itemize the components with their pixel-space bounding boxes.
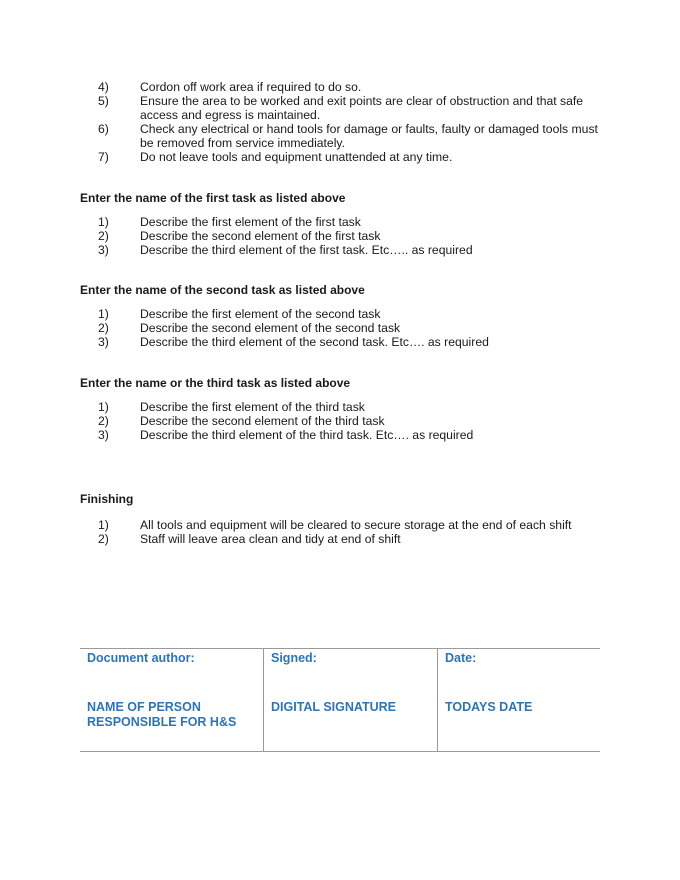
list-item [98,400,608,414]
task3-heading: Enter the name or the third task as listed above [80,376,351,390]
finishing-heading: Finishing [80,492,134,506]
item-text: Staff will leave area clean and tidy at end of shift [140,532,401,546]
task3-list [98,400,608,442]
item-number: 3) [98,428,109,442]
item-number: 1) [98,215,109,229]
list-item [98,229,608,243]
item-number: 3) [98,243,109,257]
item-text: Do not leave tools and equipment unattended at any time. [140,150,453,164]
task1-heading: Enter the name of the first task as listed above [80,191,346,205]
list-item [98,215,608,229]
item-number: 1) [98,307,109,321]
item-number: 2) [98,414,109,428]
signed-label: Signed: [271,651,317,665]
item-text: Describe the second element of the first task [140,229,381,243]
intro-list [98,80,608,164]
item-text: Describe the third element of the first task. Etc….. as required [140,243,473,257]
item-number: 7) [98,150,109,164]
item-text: Check any electrical or hand tools for damage or faults, faulty or damaged tools must be removed from service immediately. [140,122,598,150]
item-number: 2) [98,532,109,546]
date-label: Date: [445,651,477,665]
list-item [98,428,608,442]
list-item [98,307,608,321]
list-item [98,321,608,335]
task2-heading: Enter the name of the second task as listed above [80,283,365,297]
signed-value: DIGITAL SIGNATURE [271,700,396,714]
item-number: 5) [98,94,109,108]
signed-cell [263,649,437,751]
item-number: 6) [98,122,109,136]
item-text: Describe the first element of the third task [140,400,365,414]
item-text: Describe the first element of the second task [140,307,381,321]
item-text: Describe the third element of the second task. Etc…. as required [140,335,489,349]
list-item [98,518,608,532]
task2-list [98,307,608,349]
author-label: Document author: [87,651,195,665]
item-text: Describe the second element of the third task [140,414,385,428]
date-value: TODAYS DATE [445,700,533,714]
item-number: 2) [98,229,109,243]
item-text: All tools and equipment will be cleared to secure storage at the end of each shift [140,518,572,532]
finishing-list [98,518,608,546]
list-item [98,94,608,122]
item-number: 4) [98,80,109,94]
author-value: NAME OF PERSON RESPONSIBLE FOR H&S [87,700,237,729]
author-cell [80,649,263,751]
item-text: Describe the second element of the second task [140,321,401,335]
task1-list [98,215,608,257]
list-item [98,532,608,546]
item-text: Describe the first element of the first task [140,215,361,229]
item-text: Describe the third element of the third task. Etc…. as required [140,428,474,442]
item-number: 1) [98,400,109,414]
list-item [98,243,608,257]
list-item [98,122,608,150]
signoff-table [80,648,600,752]
date-cell [437,649,600,751]
item-text: Ensure the area to be worked and exit points are clear of obstruction and that safe access and egress is maintained. [140,94,584,122]
list-item [98,414,608,428]
item-text: Cordon off work area if required to do so. [140,80,362,94]
item-number: 2) [98,321,109,335]
list-item [98,80,608,94]
item-number: 3) [98,335,109,349]
list-item [98,335,608,349]
list-item [98,150,608,164]
item-number: 1) [98,518,109,532]
